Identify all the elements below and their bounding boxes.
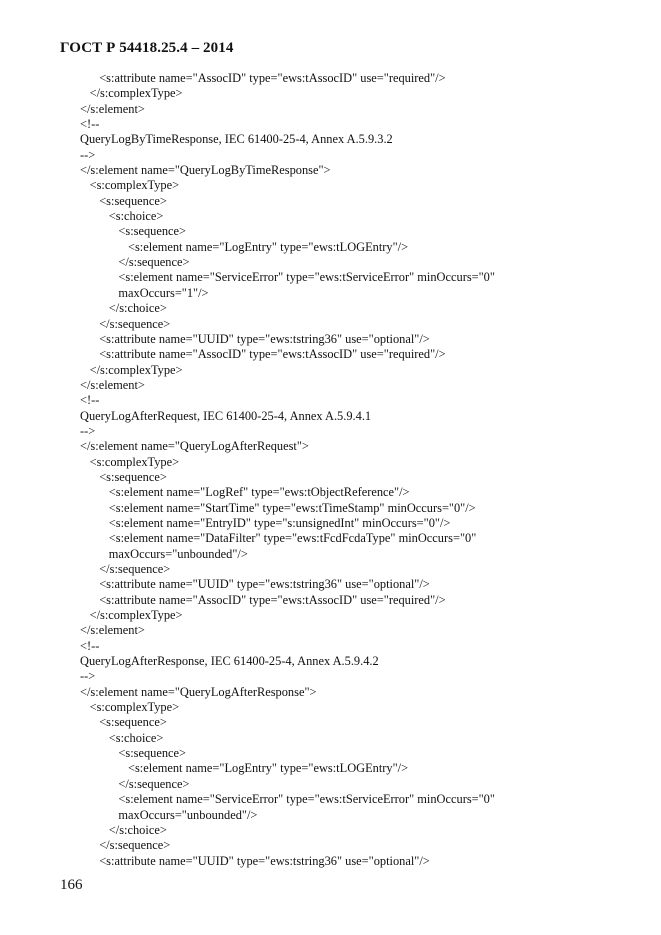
code-line-text: <s:sequence> xyxy=(118,224,187,239)
code-line xyxy=(0,409,661,424)
code-line xyxy=(0,715,661,730)
code-line-text: </s:complexType> xyxy=(89,362,183,377)
code-line-text: <s:element name="LogEntry" type="ews:tLOGEntry"/> xyxy=(128,239,409,254)
code-line-text: </s:choice> xyxy=(108,301,167,316)
code-line-text: <s:sequence> xyxy=(99,469,167,484)
code-line-text: QueryLogByTimeResponse, IEC 61400-25-4, Annex A.5.9.3.2 xyxy=(80,132,393,147)
code-line xyxy=(0,531,661,546)
code-line-text: <s:choice> xyxy=(108,209,164,224)
code-line xyxy=(0,608,661,623)
code-line-text: <s:element name="ServiceError" type="ews:tServiceError" minOccurs="0" xyxy=(118,270,495,285)
code-line-text: <s:complexType> xyxy=(89,454,180,469)
code-line xyxy=(0,194,661,209)
code-line xyxy=(0,301,661,316)
code-line xyxy=(0,547,661,562)
code-line xyxy=(0,823,661,838)
code-line-text: <s:attribute name="UUID" type="ews:tstring36" use="optional"/> xyxy=(99,331,430,346)
code-line xyxy=(0,685,661,700)
code-line xyxy=(0,347,661,362)
code-line-text: <s:attribute name="UUID" type="ews:tstring36" use="optional"/> xyxy=(99,577,430,592)
code-line-text: </s:sequence> xyxy=(99,838,171,853)
code-line xyxy=(0,455,661,470)
code-line xyxy=(0,132,661,147)
code-line xyxy=(0,577,661,592)
code-line xyxy=(0,378,661,393)
code-line-text: --> xyxy=(80,669,96,684)
code-line xyxy=(0,854,661,869)
code-line xyxy=(0,485,661,500)
document-header: ГОСТ Р 54418.25.4 – 2014 xyxy=(60,40,234,56)
code-line xyxy=(0,731,661,746)
code-line xyxy=(0,639,661,654)
code-line-text: <s:complexType> xyxy=(89,178,180,193)
code-line-text: <s:attribute name="AssocID" type="ews:tAssocID" use="required"/> xyxy=(99,71,446,85)
code-line xyxy=(0,808,661,823)
code-line xyxy=(0,363,661,378)
code-line-text: <s:element name="ServiceError" type="ews:tServiceError" minOccurs="0" xyxy=(118,792,495,807)
code-line-text: <s:choice> xyxy=(108,730,164,745)
code-line xyxy=(0,777,661,792)
code-line-text: --> xyxy=(80,423,96,438)
code-line xyxy=(0,792,661,807)
code-line xyxy=(0,255,661,270)
code-line xyxy=(0,654,661,669)
code-line xyxy=(0,593,661,608)
code-line-text: maxOccurs="1"/> xyxy=(118,285,209,300)
code-line xyxy=(0,439,661,454)
code-line-text: </s:element> xyxy=(80,101,145,116)
code-line-text: </s:sequence> xyxy=(118,255,190,270)
code-line-text: </s:element> xyxy=(80,623,145,638)
code-line xyxy=(0,700,661,715)
code-line-text: <s:attribute name="AssocID" type="ews:tAssocID" use="required"/> xyxy=(99,347,446,362)
code-line-text: <!-- xyxy=(80,117,100,132)
code-line-text: <s:element name="DataFilter" type="ews:tFcdFcdaType" minOccurs="0" xyxy=(108,531,477,546)
code-line xyxy=(0,838,661,853)
code-line-text: </s:complexType> xyxy=(89,86,183,101)
code-line-text: <!-- xyxy=(80,638,100,653)
xml-code-block xyxy=(0,71,661,869)
code-line-text: <s:sequence> xyxy=(118,746,187,761)
code-line-text: <s:element name="StartTime" type="ews:tTimeStamp" minOccurs="0"/> xyxy=(108,500,476,515)
code-line xyxy=(0,761,661,776)
code-line xyxy=(0,117,661,132)
code-line-text: <s:sequence> xyxy=(99,193,167,208)
code-line xyxy=(0,393,661,408)
code-line xyxy=(0,470,661,485)
code-line-text: <s:attribute name="AssocID" type="ews:tAssocID" use="required"/> xyxy=(99,592,446,607)
code-line xyxy=(0,148,661,163)
code-line-text: </s:sequence> xyxy=(99,316,171,331)
code-line-text: maxOccurs="unbounded"/> xyxy=(108,546,248,561)
code-line xyxy=(0,286,661,301)
code-line xyxy=(0,240,661,255)
code-line xyxy=(0,562,661,577)
page-number: 166 xyxy=(60,877,83,893)
code-line xyxy=(0,501,661,516)
code-line-text: </s:element name="QueryLogAfterResponse"> xyxy=(80,684,317,699)
code-line-text: <s:element name="LogRef" type="ews:tObjectReference"/> xyxy=(108,485,410,500)
code-line-text: <s:element name="EntryID" type="s:unsignedInt" minOccurs="0"/> xyxy=(108,515,451,530)
code-line-text: QueryLogAfterRequest, IEC 61400-25-4, Annex A.5.9.4.1 xyxy=(80,408,372,423)
code-line xyxy=(0,224,661,239)
code-line-text: </s:choice> xyxy=(108,822,167,837)
code-line xyxy=(0,623,661,638)
code-line xyxy=(0,669,661,684)
code-line-text: </s:element name="QueryLogAfterRequest"> xyxy=(80,439,309,454)
code-line xyxy=(0,746,661,761)
code-line-text: QueryLogAfterResponse, IEC 61400-25-4, Annex A.5.9.4.2 xyxy=(80,654,379,669)
code-line-text: <s:element name="LogEntry" type="ews:tLOGEntry"/> xyxy=(128,761,409,776)
code-line-text: <!-- xyxy=(80,393,100,408)
code-line-text: </s:complexType> xyxy=(89,608,183,623)
code-line-text: --> xyxy=(80,147,96,162)
code-line-text: </s:element> xyxy=(80,377,145,392)
code-line xyxy=(0,86,661,101)
code-line xyxy=(0,424,661,439)
code-line xyxy=(0,163,661,178)
code-line-text: </s:sequence> xyxy=(118,776,190,791)
code-line-text: </s:sequence> xyxy=(99,562,171,576)
code-line xyxy=(0,178,661,193)
code-line xyxy=(0,71,661,86)
code-line-text: </s:element name="QueryLogByTimeResponse"> xyxy=(80,163,331,178)
code-line-text: maxOccurs="unbounded"/> xyxy=(118,807,258,822)
code-line-text: <s:complexType> xyxy=(89,700,180,715)
code-line xyxy=(0,102,661,117)
code-line-text: <s:attribute name="UUID" type="ews:tstring36" use="optional"/> xyxy=(99,853,430,868)
code-line xyxy=(0,209,661,224)
code-line xyxy=(0,317,661,332)
code-line-text: <s:sequence> xyxy=(99,715,167,730)
code-line xyxy=(0,270,661,285)
code-line xyxy=(0,516,661,531)
code-line xyxy=(0,332,661,347)
